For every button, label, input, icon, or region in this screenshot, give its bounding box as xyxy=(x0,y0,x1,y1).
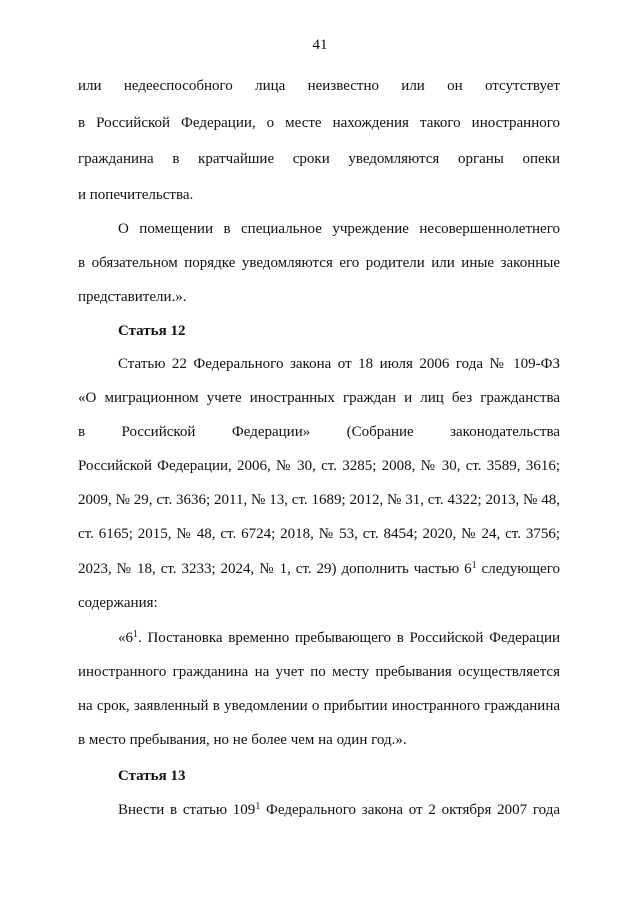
superscript: 1 xyxy=(471,560,477,571)
article-12-line-7-tail: следующего xyxy=(476,561,560,577)
quote-start: «6 xyxy=(118,630,133,646)
page-number: 41 xyxy=(312,37,328,53)
article-13-line-1-tail: Федерального закона от 2 октября 2007 года xyxy=(260,802,561,818)
article-12-line-3: в Российской Федерации» (Собрание законодательства xyxy=(78,424,560,440)
article-13-heading: Статья 13 xyxy=(118,768,186,784)
article-13-line-1 xyxy=(118,802,560,819)
paragraph-2-line-3: представители.». xyxy=(78,289,187,305)
article-12-line-8: содержания: xyxy=(78,595,158,611)
quote-line-1 xyxy=(118,630,560,647)
paragraph-1-line-3: гражданина в кратчайшие сроки уведомляются органы опеки xyxy=(78,151,560,167)
quote-line-1-text: . Постановка временно пребывающего в Российской Федерации xyxy=(138,630,560,646)
article-12-heading: Статья 12 xyxy=(118,323,186,339)
article-12-line-7 xyxy=(78,561,560,578)
article-12-line-4: Российской Федерации, 2006, № 30, ст. 3285; 2008, № 30, ст. 3589, 3616; xyxy=(78,458,560,474)
paragraph-1-line-1: или недееспособного лица неизвестно или он отсутствует xyxy=(78,78,560,94)
quote-line-3: на срок, заявленный в уведомлении о прибытии иностранного гражданина xyxy=(78,698,560,714)
quote-line-4: в место пребывания, но не более чем на один год.». xyxy=(78,732,407,748)
article-12-line-2: «О миграционном учете иностранных граждан и лиц без гражданства xyxy=(78,390,560,406)
article-12-line-6: ст. 6165; 2015, № 48, ст. 6724; 2018, № 53, ст. 8454; 2020, № 24, ст. 3756; xyxy=(78,526,560,542)
quote-line-2: иностранного гражданина на учет по месту пребывания осуществляется xyxy=(78,664,560,680)
superscript: 1 xyxy=(255,801,261,812)
article-12-line-7-text: 2023, № 18, ст. 3233; 2024, № 1, ст. 29) дополнить частью 6 xyxy=(78,561,472,577)
article-13-line-1-text: Внести в статью 109 xyxy=(118,802,256,818)
superscript: 1 xyxy=(133,629,138,640)
paragraph-2-line-1: О помещении в специальное учреждение несовершеннолетнего xyxy=(118,221,560,237)
article-12-line-1: Статью 22 Федерального закона от 18 июля 2006 года № 109-ФЗ xyxy=(118,356,560,372)
article-12-line-5: 2009, № 29, ст. 3636; 2011, № 13, ст. 1689; 2012, № 31, ст. 4322; 2013, № 48, xyxy=(78,492,560,508)
paragraph-2-line-2: в обязательном порядке уведомляются его родители или иные законные xyxy=(78,255,560,271)
paragraph-1-line-2: в Российской Федерации, о месте нахождения такого иностранного xyxy=(78,115,560,131)
paragraph-1-line-4: и попечительства. xyxy=(78,187,194,203)
